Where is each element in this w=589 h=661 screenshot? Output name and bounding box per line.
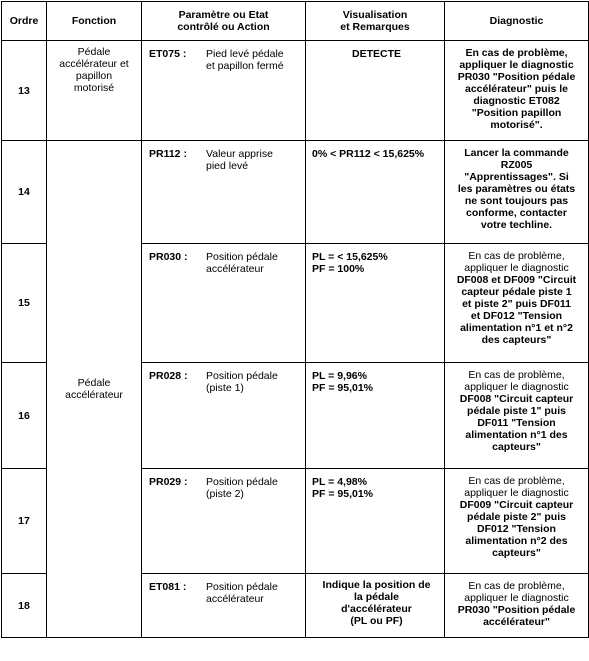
- diagnostic-line: PR030 "Position pédale: [457, 604, 576, 616]
- diagnostic-line: capteurs": [492, 441, 541, 453]
- diagnostic-line: diagnostic ET082: [473, 95, 560, 107]
- diagnostic-line: capteurs": [492, 547, 541, 559]
- visualisation-cell: Indique la position de la pédale d'accélérateur (PL ou PF): [306, 574, 445, 638]
- ordre-cell: 18: [2, 574, 47, 638]
- parameter-code: ET075 :: [149, 48, 187, 60]
- diagnostic-line: appliquer le diagnostic: [464, 487, 569, 499]
- parameter-label: Valeur apprise pied levé: [206, 148, 273, 172]
- diagnostic-line: ne sont toujours pas: [464, 195, 569, 207]
- fonction-cell: Pédale accélérateur: [47, 141, 142, 638]
- diagnostic-line: DF008 et DF009 "Circuit: [456, 274, 577, 286]
- diagnostic-line: accélérateur": [483, 616, 550, 628]
- parameter-label: Position pédale accélérateur: [206, 581, 278, 605]
- diagnostic-line: des capteurs": [481, 334, 552, 346]
- diagnostic-table: [1, 1, 589, 638]
- parametre-cell: [142, 574, 306, 638]
- ordre-cell: 17: [2, 469, 47, 574]
- parameter-code: PR029 :: [149, 476, 188, 488]
- parameter-label: Position pédale (piste 1): [206, 370, 278, 394]
- diagnostic-line: conforme, contacter: [466, 207, 567, 219]
- diagnostic-cell: [445, 574, 589, 638]
- diagnostic-line: "Position papillon: [471, 107, 562, 119]
- diagnostic-cell: [445, 141, 589, 244]
- fonction-cell: Pédale accélérateur et papillon motorisé: [47, 41, 142, 141]
- parameter-code: PR028 :: [149, 370, 188, 382]
- diagnostic-cell: [445, 41, 589, 141]
- parametre-cell: [142, 469, 306, 574]
- diagnostic-line: pédale piste 2" puis: [467, 511, 566, 523]
- table-row: [2, 141, 589, 244]
- diagnostic-line: votre techline.: [480, 219, 553, 231]
- diagnostic-line: appliquer le diagnostic: [459, 59, 574, 71]
- visualisation-cell: PL = < 15,625% PF = 100%: [306, 244, 445, 363]
- header-parametre: Paramètre ou Etat contrôlé ou Action: [142, 2, 306, 41]
- parametre-cell: [142, 363, 306, 469]
- diagnostic-line: les paramètres ou états: [457, 183, 576, 195]
- diagnostic-line: DF012 "Tension: [477, 523, 556, 535]
- header-fonction: Fonction: [47, 2, 142, 41]
- header-row: [2, 2, 589, 41]
- diagnostic-line: PR030 "Position pédale: [457, 71, 576, 83]
- ordre-cell: 15: [2, 244, 47, 363]
- diagnostic-line: En cas de problème,: [468, 250, 565, 262]
- diagnostic-line: alimentation n°2 des: [465, 535, 568, 547]
- diagnostic-line: alimentation n°1 des: [465, 429, 568, 441]
- parametre-cell: [142, 41, 306, 141]
- visualisation-cell: PL = 9,96% PF = 95,01%: [306, 363, 445, 469]
- diagnostic-line: RZ005: [500, 159, 533, 171]
- diagnostic-line: et piste 2" puis DF011: [462, 298, 571, 310]
- parameter-label: Pied levé pédale et papillon fermé: [206, 48, 284, 72]
- ordre-cell: 16: [2, 363, 47, 469]
- diagnostic-cell: [445, 244, 589, 363]
- diagnostic-line: En cas de problème,: [468, 475, 565, 487]
- diagnostic-line: appliquer le diagnostic: [464, 381, 569, 393]
- ordre-cell: 14: [2, 141, 47, 244]
- diagnostic-line: En cas de problème,: [465, 47, 568, 59]
- diagnostic-line: et DF012 "Tension: [470, 310, 563, 322]
- parametre-cell: [142, 244, 306, 363]
- header-diagnostic: Diagnostic: [445, 2, 589, 41]
- visualisation-cell: PL = 4,98% PF = 95,01%: [306, 469, 445, 574]
- diagnostic-line: accélérateur" puis le: [464, 83, 569, 95]
- diagnostic-line: DF008 "Circuit capteur: [459, 393, 574, 405]
- parameter-code: ET081 :: [149, 581, 187, 593]
- diagnostic-line: En cas de problème,: [468, 580, 565, 592]
- diagnostic-line: En cas de problème,: [468, 369, 565, 381]
- diagnostic-line: motorisé".: [490, 119, 543, 131]
- diagnostic-line: alimentation n°1 et n°2: [460, 322, 573, 334]
- visualisation-cell: 0% < PR112 < 15,625%: [306, 141, 445, 244]
- diagnostic-line: capteur pédale piste 1: [461, 286, 572, 298]
- diagnostic-line: DF009 "Circuit capteur: [459, 499, 574, 511]
- diagnostic-line: pédale piste 1" puis: [467, 405, 566, 417]
- parameter-label: Position pédale (piste 2): [206, 476, 278, 500]
- diagnostic-line: "Apprentissages". Si: [464, 171, 569, 183]
- ordre-cell: 13: [2, 41, 47, 141]
- parameter-code: PR030 :: [149, 251, 188, 263]
- diagnostic-cell: [445, 363, 589, 469]
- table-row: [2, 41, 589, 141]
- parametre-cell: [142, 141, 306, 244]
- diagnostic-cell: [445, 469, 589, 574]
- diagnostic-line: Lancer la commande: [464, 147, 569, 159]
- diagnostic-line: appliquer le diagnostic: [464, 262, 569, 274]
- header-visualisation: Visualisation et Remarques: [306, 2, 445, 41]
- parameter-label: Position pédale accélérateur: [206, 251, 278, 275]
- visualisation-cell: DETECTE: [306, 41, 445, 141]
- diagnostic-line: DF011 "Tension: [477, 417, 556, 429]
- diagnostic-line: appliquer le diagnostic: [464, 592, 569, 604]
- parameter-code: PR112 :: [149, 148, 187, 160]
- header-ordre: Ordre: [2, 2, 47, 41]
